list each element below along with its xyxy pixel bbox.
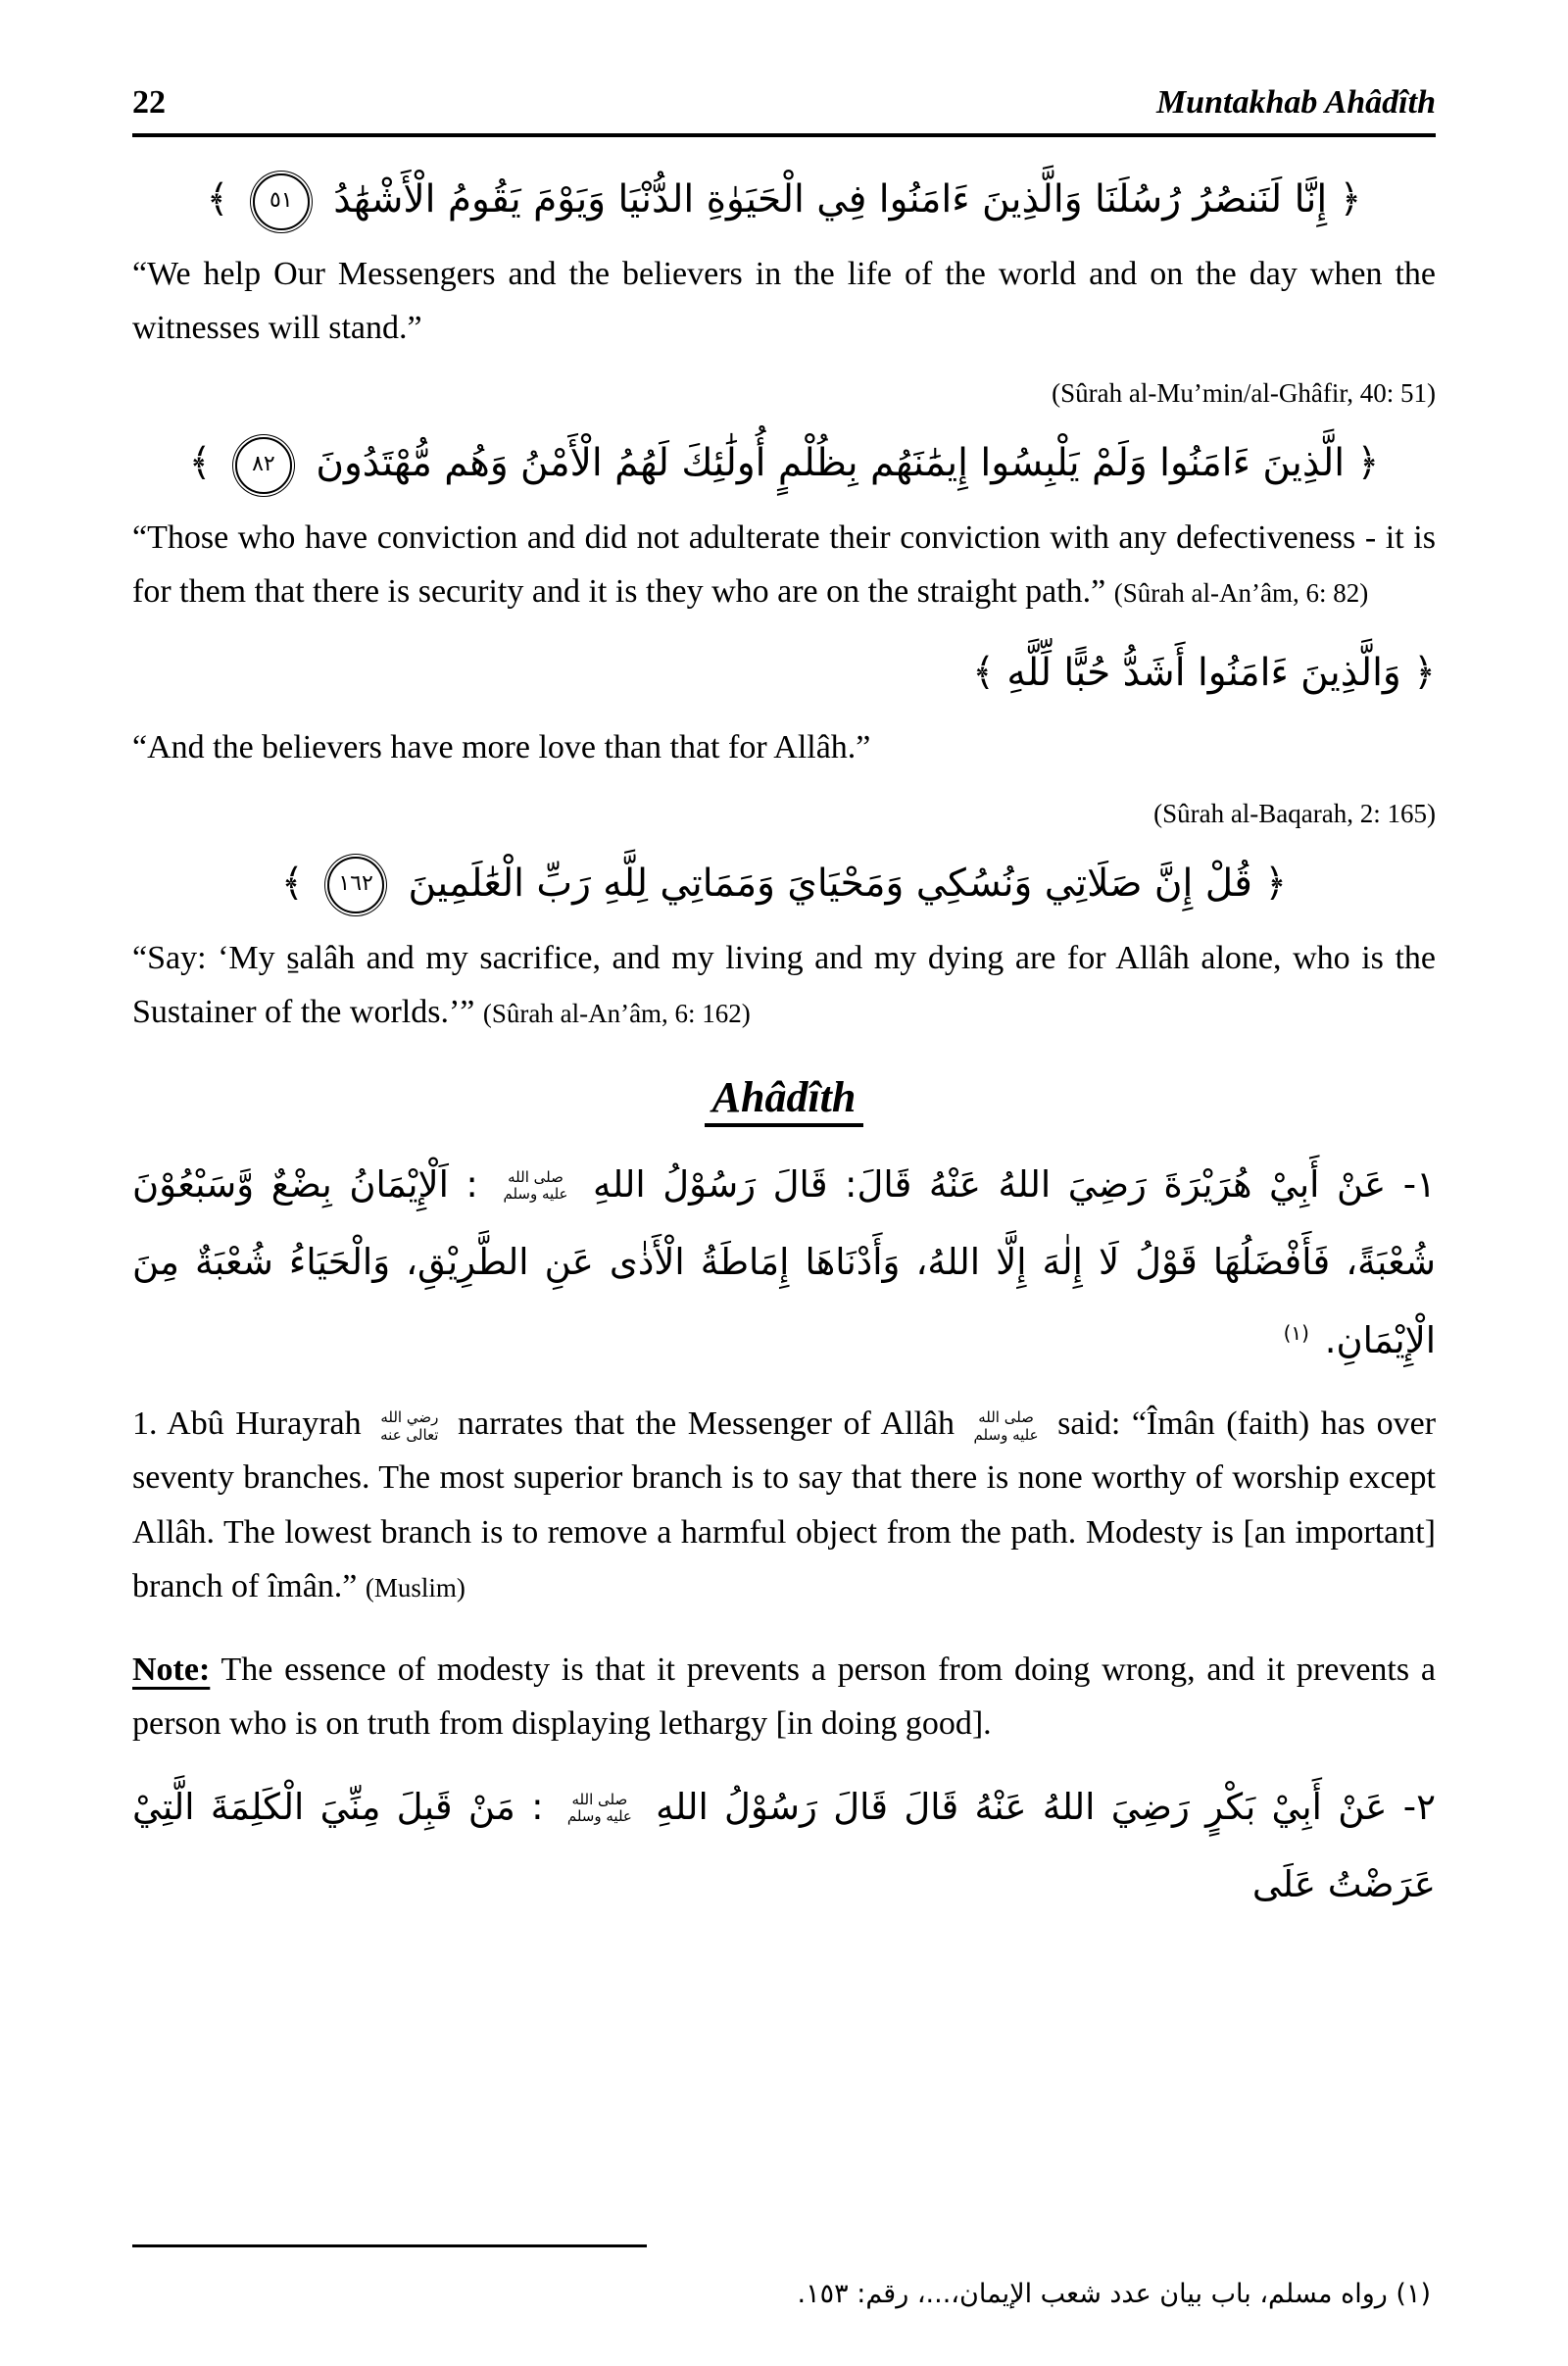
quran-verse-1 xyxy=(132,163,1436,237)
note-text: The essence of modesty is that it prevents a person from doing wrong, and it prevents a person who is on truth from displaying lethargy [in doing good]. xyxy=(132,1651,1436,1742)
hadith-2-arabic xyxy=(132,1768,1436,1924)
hadith-1-source: (Muslim) xyxy=(365,1572,466,1602)
verse-4-number-badge: ١٦٢ xyxy=(327,857,384,913)
quran-verse-3 xyxy=(132,636,1436,711)
page-number: 22 xyxy=(132,84,166,121)
verse-1-translation: “We help Our Messengers and the believers in the life of the world and on the day when the witnesses will stand.” xyxy=(132,256,1436,347)
hadith-1-arabic-before: ١- عَنْ أَبِيْ هُرَيْرَةَ رَضِيَ اللهُ عَنْهُ قَالَ: قَالَ رَسُوْلُ اللهِ xyxy=(593,1162,1437,1206)
verse-1-arabic-text: ﴿ إِنَّا لَنَنصُرُ رُسُلَنَا وَالَّذِينَ ءَامَنُوا فِي الْحَيَوٰةِ الدُّنْيَا وَيَوْمَ يَقُومُ الْأَشْهَٰدُ xyxy=(333,177,1362,222)
verse-1-number-badge: ٥١ xyxy=(253,173,310,230)
page-header xyxy=(132,84,1436,122)
hadith-1-translation xyxy=(132,1397,1436,1612)
note-paragraph xyxy=(132,1643,1436,1750)
verse-4-citation: (Sûrah al-An’âm, 6: 162) xyxy=(482,998,751,1028)
honorific-salla-seal xyxy=(567,1792,632,1826)
verse-3-citation: (Sûrah al-Baqarah, 2: 165) xyxy=(1153,798,1436,828)
verse-4-arabic-text: ﴿ قُلْ إِنَّ صَلَاتِي وَنُسُكِي وَمَحْيَايَ وَمَمَاتِي لِلَّهِ رَبِّ الْعَٰلَمِينَ xyxy=(408,861,1288,906)
honorific-radi-seal xyxy=(380,1409,438,1444)
footnote-area xyxy=(132,2244,1431,2315)
honorific-salla-line-1: صلى الله xyxy=(508,1167,564,1186)
verse-4-translation-text: “Say: ‘My s̱alâh and my sacrifice, and my living and my dying are for Allâh alone, who is the Sustainer of the worlds.’” xyxy=(132,939,1436,1030)
verse-1-citation-line xyxy=(132,378,1436,409)
hadith-1-arabic xyxy=(132,1146,1436,1380)
verse-4-translation xyxy=(132,931,1436,1039)
honorific-salla-line-2: عليه وسلم xyxy=(566,1807,632,1826)
verse-2-translation-text: “Those who have conviction and did not adulterate their conviction with any defectiveness - it is for them that there is security and it is they who are on the straight path.” xyxy=(132,519,1436,611)
verse-4-close-ornament: ﴾ xyxy=(280,861,304,906)
quran-verse-2 xyxy=(132,426,1436,501)
hadith-1-en-seg1: 1. Abû Hurayrah xyxy=(132,1405,362,1443)
footnote-divider xyxy=(132,2244,647,2247)
honorific-salla-line-1: صلى الله xyxy=(978,1408,1034,1427)
honorific-salla-line-2: عليه وسلم xyxy=(973,1425,1039,1444)
verse-1-citation: (Sûrah al-Mu’min/al-Ghâfir, 40: 51) xyxy=(1052,378,1436,409)
ahadith-heading-text: Ahâdîth xyxy=(705,1073,864,1127)
verse-2-number-badge: ٨٢ xyxy=(235,437,292,494)
honorific-radi-line-1: رضي الله xyxy=(380,1408,439,1427)
footnote-text: (١) رواه مسلم، باب بيان عدد شعب الإيمان،...، رقم: ١٥٣. xyxy=(797,2278,1431,2309)
verse-3-arabic-text: ﴿ وَالَّذِينَ ءَامَنُوا أَشَدُّ حُبًّا لِّلَّهِ ﴾ xyxy=(972,651,1436,696)
footnote-ref-1: (١) xyxy=(1283,1320,1309,1345)
honorific-radi-line-2: تعالى عنه xyxy=(380,1425,439,1444)
hadith-2-arabic-before: ٢- عَنْ أَبِيْ بَكْرٍ رَضِيَ اللهُ عَنْهُ قَالَ قَالَ رَسُوْلُ اللهِ xyxy=(656,1785,1436,1828)
hadith-1-arabic-after: : اَلْإِيْمَانُ بِضْعٌ وَّسَبْعُوْنَ شُعْبَةً، فَأَفْضَلُهَا قَوْلُ لَا إِلٰهَ إِلَّا اللهُ، وَأَدْنَاهَا إِمَاطَةُ الْأَذٰى عَنِ الطَّرِيْقِ، وَالْحَيَاءُ شُعْبَةٌ مِنَ الْإِيْمَانِ. xyxy=(132,1162,1436,1361)
verse-1-close-ornament: ﴾ xyxy=(206,177,229,222)
verse-2-close-ornament: ﴾ xyxy=(188,441,212,486)
verse-3-citation-line xyxy=(132,799,1436,829)
quran-verse-4 xyxy=(132,847,1436,921)
header-divider xyxy=(132,133,1436,137)
verse-2-arabic-text: ﴿ الَّذِينَ ءَامَنُوا وَلَمْ يَلْبِسُوا إِيمَٰنَهُم بِظُلْمٍ أُولَٰئِكَ لَهُمُ الْأَمْنُ وَهُم مُّهْتَدُونَ xyxy=(316,441,1380,486)
hadith-1-en-seg3: said: “Îmân (faith) has over seventy branches. The most superior branch is to say that there is none worthy of worship except Allâh. The lowest branch is to remove a harmful object from the path. Modesty is [an important] branch of îmân.” xyxy=(132,1405,1437,1604)
honorific-salla-seal xyxy=(974,1409,1039,1444)
verse-2-citation: (Sûrah al-An’âm, 6: 82) xyxy=(1113,578,1369,609)
hadith-1-en-seg2: narrates that the Messenger of Allâh xyxy=(458,1405,956,1443)
honorific-salla-seal xyxy=(503,1169,567,1204)
ahadith-heading xyxy=(132,1072,1436,1122)
honorific-salla-line-2: عليه وسلم xyxy=(503,1185,568,1204)
hadith-2-arabic-after: : مَنْ قَبِلَ مِنِّيَ الْكَلِمَةَ الَّتِيْ عَرَضْتُ عَلَى xyxy=(132,1785,1436,1906)
note-label: Note: xyxy=(132,1651,211,1688)
book-title: Muntakhab Ahâdîth xyxy=(1155,84,1436,121)
verse-3-translation: “And the believers have more love than that for Allâh.” xyxy=(132,729,871,766)
honorific-salla-line-1: صلى الله xyxy=(571,1791,628,1809)
verse-2-translation xyxy=(132,511,1436,618)
